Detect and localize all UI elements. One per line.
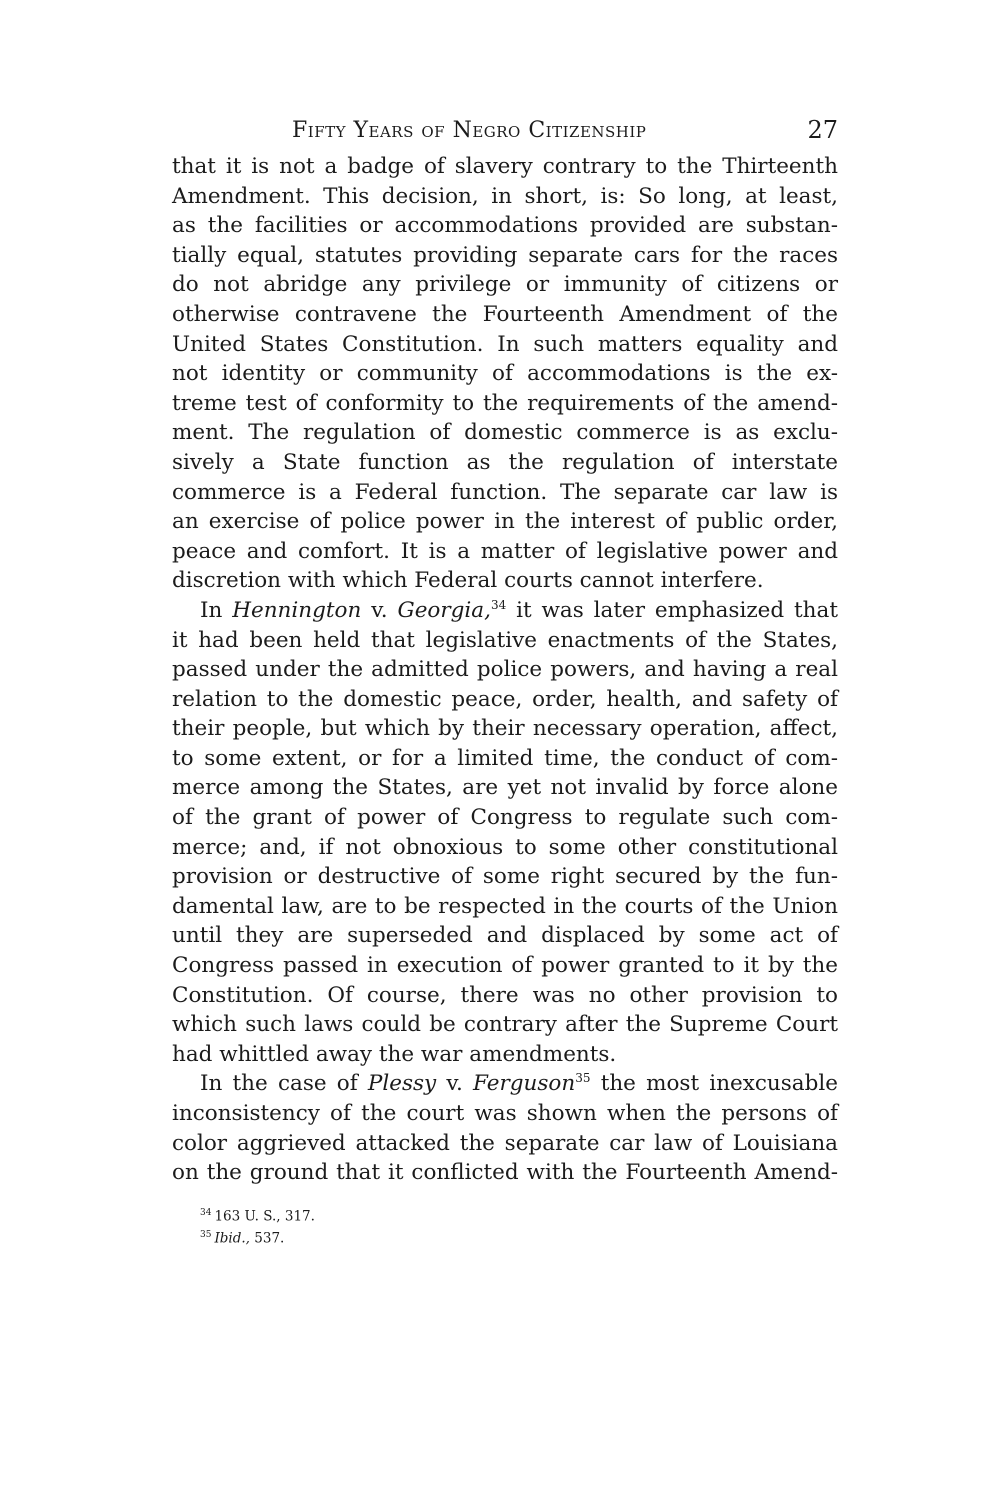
text-line: Constitution. Of course, there was no other provision to: [172, 982, 838, 1008]
footnotes: [172, 1202, 838, 1246]
text-line: merce; and, if not obnoxious to some other constitutional: [172, 834, 838, 860]
footnote-number: 34: [200, 1207, 212, 1218]
footnote-ref: 34: [490, 597, 507, 612]
line-text: the most inexcusable: [590, 1071, 838, 1097]
text-line: not identity or community of accommodations is the ex-: [172, 361, 838, 387]
line-text: it was later emphasized that: [506, 597, 838, 623]
text-line: do not abridge any privilege or immunity of citizens or: [172, 272, 838, 298]
text-line: until they are superseded and displaced by some act of: [172, 923, 838, 949]
text-line: tially equal, statutes providing separate cars for the races: [172, 242, 838, 268]
line-text: v.: [361, 597, 398, 623]
text-line: to some extent, or for a limited time, the conduct of com-: [172, 745, 838, 771]
running-title: Fifty Years of Negro Citizenship: [292, 118, 647, 143]
text-line: damental law, are to be respected in the courts of the Union: [172, 893, 838, 919]
paragraph-start-plessy: [172, 1069, 838, 1099]
paragraph-start-hennington: [172, 596, 838, 626]
body-text: [172, 152, 838, 1188]
text-line: Amendment. This decision, in short, is: So long, at least,: [172, 183, 838, 209]
text-line: relation to the domestic peace, order, health, and safety of: [172, 686, 838, 712]
text-line: treme test of conformity to the requirements of the amend-: [172, 390, 838, 416]
text-line: inconsistency of the court was shown when the persons of: [172, 1101, 838, 1126]
text-line: which such laws could be contrary after the Supreme Court: [172, 1012, 838, 1038]
footnote: [200, 1224, 838, 1246]
text-line: that it is not a badge of slavery contrary to the Thirteenth: [172, 154, 838, 179]
text-line: as the facilities or accommodations provided are substan-: [172, 213, 838, 239]
running-head: [172, 112, 838, 152]
line-text: v.: [436, 1071, 474, 1097]
text-line: on the ground that it conflicted with the Fourteenth Amend-: [172, 1160, 838, 1186]
case-name: Ferguson: [473, 1071, 576, 1097]
text-line: discretion with which Federal courts cannot interfere.: [172, 568, 764, 594]
footnote: [200, 1202, 838, 1224]
text-line: color aggrieved attacked the separate car law of Louisiana: [172, 1130, 838, 1156]
footnote-number: 35: [200, 1229, 212, 1240]
text-line: provision or destructive of some right secured by the fun-: [172, 864, 838, 890]
footnote-text: 163 U. S., 317.: [214, 1208, 315, 1225]
page: [172, 112, 838, 1246]
text-line: United States Constitution. In such matters equality and: [172, 331, 838, 357]
text-line: an exercise of police power in the interest of public order,: [172, 509, 838, 535]
line-text: In the case of: [200, 1071, 368, 1097]
text-line: otherwise contravene the Fourteenth Amendment of the: [172, 301, 838, 327]
page-number: 27: [807, 116, 838, 144]
case-name: Georgia,: [397, 597, 491, 623]
case-name: Plessy: [367, 1071, 437, 1097]
text-line: Congress passed in execution of power granted to it by the: [172, 953, 838, 979]
footnote-ref: 35: [575, 1071, 591, 1086]
text-line: it had been held that legislative enactments of the States,: [172, 627, 838, 653]
text-line: had whittled away the war amendments.: [172, 1041, 617, 1067]
text-line: their people, but which by their necessary operation, affect,: [172, 716, 838, 742]
footnote-ibid: Ibid.,: [214, 1230, 250, 1247]
text-line: sively a State function as the regulation of interstate: [172, 449, 838, 475]
text-line: of the grant of power of Congress to regulate such com-: [172, 805, 838, 831]
text-line: passed under the admitted police powers, and having a real: [172, 657, 838, 683]
footnote-text: 537.: [249, 1230, 285, 1247]
line-text: In: [200, 597, 233, 623]
text-line: ment. The regulation of domestic commerce is as exclu-: [172, 420, 838, 446]
text-line: commerce is a Federal function. The separate car law is: [172, 479, 838, 505]
case-name: Hennington: [232, 597, 362, 623]
text-line: peace and comfort. It is a matter of legislative power and: [172, 538, 838, 564]
text-line: merce among the States, are yet not invalid by force alone: [172, 775, 838, 801]
